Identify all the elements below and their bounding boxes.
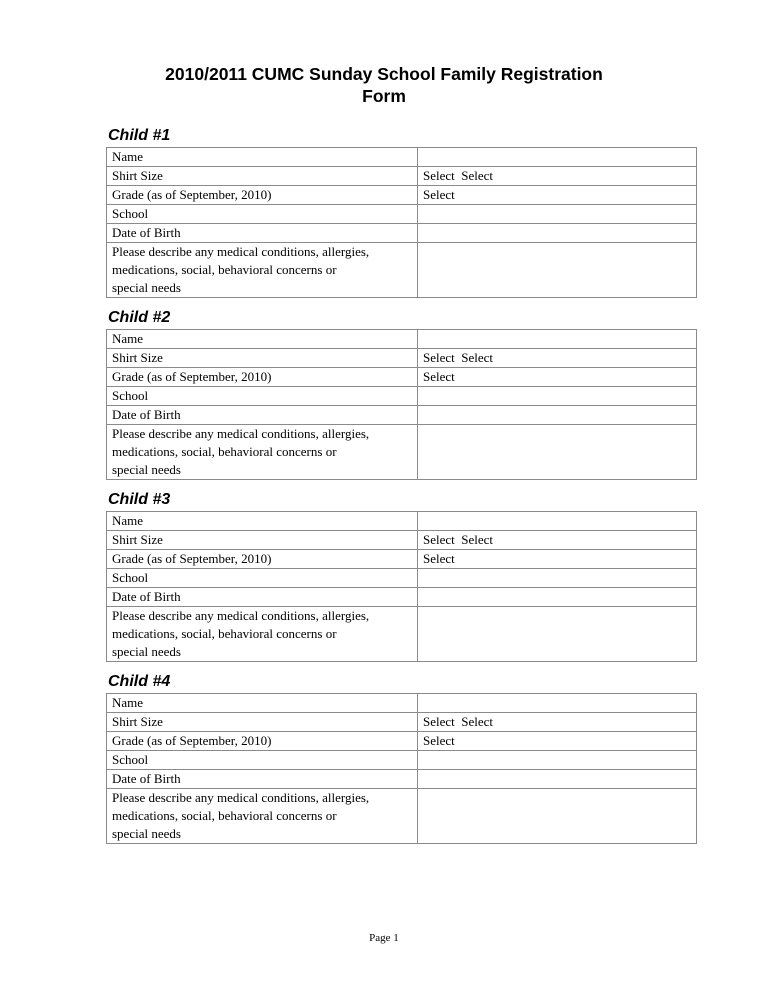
medical-label-line: Please describe any medical conditions, allergies, <box>112 608 370 623</box>
shirt-size-select[interactable]: Select Select <box>418 349 697 368</box>
shirt-size-label: Shirt Size <box>107 531 418 550</box>
shirt-size-label: Shirt Size <box>107 713 418 732</box>
school-label: School <box>107 205 418 224</box>
medical-label-line: medications, social, behavioral concerns or <box>112 444 337 459</box>
grade-label: Grade (as of September, 2010) <box>107 550 418 569</box>
child-table <box>106 511 697 662</box>
table-row-school <box>107 569 697 588</box>
dob-label: Date of Birth <box>107 224 418 243</box>
medical-field[interactable] <box>418 425 697 480</box>
dob-field[interactable] <box>418 406 697 425</box>
name-label: Name <box>107 148 418 167</box>
child-table <box>106 329 697 480</box>
medical-label-line: Please describe any medical conditions, allergies, <box>112 790 370 805</box>
child-section <box>106 125 697 298</box>
table-row-school <box>107 387 697 406</box>
table-row-name <box>107 694 697 713</box>
school-field[interactable] <box>418 205 697 224</box>
table-row-grade <box>107 550 697 569</box>
name-field[interactable] <box>418 694 697 713</box>
dob-label: Date of Birth <box>107 588 418 607</box>
table-row-medical <box>107 607 697 662</box>
medical-label <box>107 789 418 844</box>
name-label: Name <box>107 694 418 713</box>
table-row-school <box>107 205 697 224</box>
table-row-medical <box>107 425 697 480</box>
child-heading: Child #2 <box>108 309 171 326</box>
dob-field[interactable] <box>418 588 697 607</box>
table-row-dob <box>107 224 697 243</box>
table-row-dob <box>107 406 697 425</box>
grade-select[interactable]: Select <box>418 368 697 387</box>
table-row-grade <box>107 186 697 205</box>
school-field[interactable] <box>418 569 697 588</box>
child-table <box>106 147 697 298</box>
grade-label: Grade (as of September, 2010) <box>107 732 418 751</box>
dob-field[interactable] <box>418 770 697 789</box>
medical-label-line: Please describe any medical conditions, allergies, <box>112 244 370 259</box>
grade-select[interactable]: Select <box>418 550 697 569</box>
medical-label <box>107 243 418 298</box>
name-field[interactable] <box>418 512 697 531</box>
shirt-size-label: Shirt Size <box>107 349 418 368</box>
medical-label-line: special needs <box>112 644 181 659</box>
child-section <box>106 489 697 662</box>
medical-field[interactable] <box>418 789 697 844</box>
grade-select[interactable]: Select <box>418 186 697 205</box>
table-row-name <box>107 148 697 167</box>
table-row-grade <box>107 368 697 387</box>
shirt-size-select[interactable]: Select Select <box>418 167 697 186</box>
table-row-name <box>107 512 697 531</box>
school-label: School <box>107 387 418 406</box>
table-row-shirt <box>107 713 697 732</box>
child-section <box>106 307 697 480</box>
medical-label-line: medications, social, behavioral concerns or <box>112 262 337 277</box>
medical-field[interactable] <box>418 243 697 298</box>
school-field[interactable] <box>418 751 697 770</box>
medical-label-line: special needs <box>112 826 181 841</box>
table-row-name <box>107 330 697 349</box>
shirt-size-select[interactable]: Select Select <box>418 713 697 732</box>
child-heading: Child #3 <box>108 491 171 508</box>
medical-label <box>107 425 418 480</box>
dob-label: Date of Birth <box>107 770 418 789</box>
name-label: Name <box>107 512 418 531</box>
name-label: Name <box>107 330 418 349</box>
child-heading: Child #1 <box>108 127 171 144</box>
table-row-medical <box>107 789 697 844</box>
grade-label: Grade (as of September, 2010) <box>107 368 418 387</box>
medical-field[interactable] <box>418 607 697 662</box>
form-title <box>100 63 668 107</box>
shirt-size-label: Shirt Size <box>107 167 418 186</box>
grade-select[interactable]: Select <box>418 732 697 751</box>
table-row-shirt <box>107 167 697 186</box>
medical-label-line: special needs <box>112 462 181 477</box>
shirt-size-select[interactable]: Select Select <box>418 531 697 550</box>
dob-field[interactable] <box>418 224 697 243</box>
medical-label <box>107 607 418 662</box>
title-line-1: 2010/2011 CUMC Sunday School Family Registration <box>165 64 603 84</box>
table-row-grade <box>107 732 697 751</box>
table-row-shirt <box>107 349 697 368</box>
medical-label-line: medications, social, behavioral concerns or <box>112 626 337 641</box>
grade-label: Grade (as of September, 2010) <box>107 186 418 205</box>
child-section <box>106 671 697 844</box>
table-row-dob <box>107 770 697 789</box>
table-row-school <box>107 751 697 770</box>
table-row-dob <box>107 588 697 607</box>
dob-label: Date of Birth <box>107 406 418 425</box>
title-line-2: Form <box>362 86 406 106</box>
school-field[interactable] <box>418 387 697 406</box>
table-row-shirt <box>107 531 697 550</box>
medical-label-line: special needs <box>112 280 181 295</box>
child-table <box>106 693 697 844</box>
name-field[interactable] <box>418 148 697 167</box>
school-label: School <box>107 569 418 588</box>
medical-label-line: medications, social, behavioral concerns or <box>112 808 337 823</box>
school-label: School <box>107 751 418 770</box>
table-row-medical <box>107 243 697 298</box>
child-heading: Child #4 <box>108 673 171 690</box>
name-field[interactable] <box>418 330 697 349</box>
medical-label-line: Please describe any medical conditions, allergies, <box>112 426 370 441</box>
page-number: Page 1 <box>369 932 399 944</box>
